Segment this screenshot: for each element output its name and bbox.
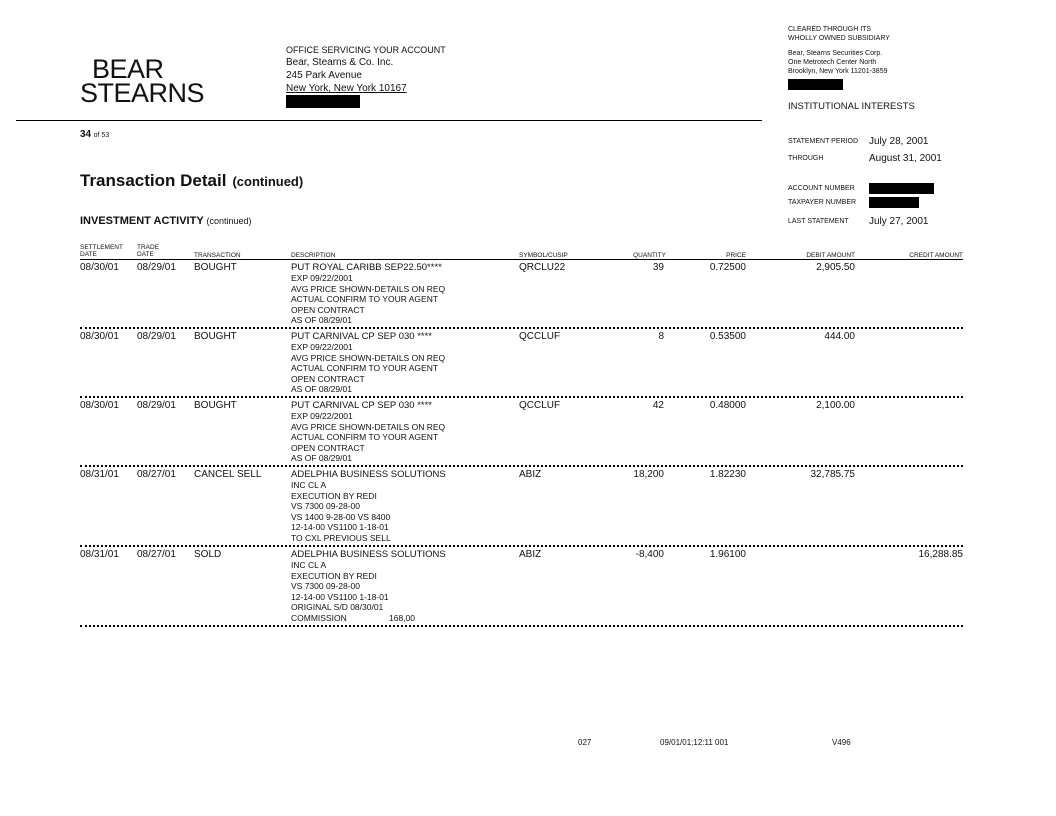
transaction-type: BOUGHT xyxy=(194,331,237,342)
col-description: DESCRIPTION xyxy=(291,252,336,259)
debit-amount: 444.00 xyxy=(824,331,855,342)
desc-line: OPEN CONTRACT xyxy=(291,442,365,453)
desc-line: INC CL A xyxy=(291,560,327,570)
desc-line: TO CXL PREVIOUS SELL xyxy=(291,532,391,543)
price: 1.82230 xyxy=(709,469,746,480)
desc-line: VS 7300 09-28-00 xyxy=(291,581,360,591)
row-separator xyxy=(80,327,963,329)
footer-timestamp: 09/01/01;12:11 001 xyxy=(660,738,729,747)
commission-value: 168,00 xyxy=(389,612,415,623)
desc-line: ADELPHIA BUSINESS SOLUTIONS xyxy=(291,549,446,560)
row-separator xyxy=(80,545,963,547)
transaction-type: BOUGHT xyxy=(194,400,237,411)
col-credit: CREDIT AMOUNT xyxy=(909,252,963,259)
row-separator xyxy=(80,625,963,627)
desc-line: ADELPHIA BUSINESS SOLUTIONS xyxy=(291,469,446,480)
description xyxy=(291,469,446,543)
redacted-block xyxy=(788,79,843,90)
settlement-date: 08/31/01 xyxy=(80,549,119,560)
section-main: INVESTMENT ACTIVITY xyxy=(80,215,204,227)
cleared-street: One Metrotech Center North xyxy=(788,59,877,66)
desc-line: EXECUTION BY REDI xyxy=(291,570,377,581)
trade-date: 08/27/01 xyxy=(137,469,176,480)
price: 0.48000 xyxy=(709,400,746,411)
cleared-line-2: WHOLLY OWNED SUBSIDIARY xyxy=(788,35,890,42)
col-quantity: QUANTITY xyxy=(633,252,666,259)
transaction-type: SOLD xyxy=(194,549,222,560)
price: 1.96100 xyxy=(709,549,746,560)
desc-line: EXP 09/22/2001 xyxy=(291,411,353,421)
desc-line: PUT CARNIVAL CP SEP 030 **** xyxy=(291,400,432,411)
col-settlement-l2: DATE xyxy=(80,251,97,258)
trade-date: 08/27/01 xyxy=(137,549,176,560)
clearing-firm xyxy=(788,25,890,93)
quantity: 18,200 xyxy=(633,469,664,480)
desc-line: ACTUAL CONFIRM TO YOUR AGENT xyxy=(291,363,439,373)
last-statement-label: LAST STATEMENT xyxy=(788,218,849,225)
credit-amount: 16,288.85 xyxy=(918,549,963,560)
period-label: STATEMENT PERIOD xyxy=(788,138,859,145)
office-name: Bear, Stearns & Co. Inc. xyxy=(286,57,394,68)
symbol: QCCLUF xyxy=(519,400,561,411)
description xyxy=(291,331,445,395)
page-title xyxy=(80,171,303,191)
desc-line: OPEN CONTRACT xyxy=(291,304,365,315)
debit-amount: 2,100.00 xyxy=(816,400,855,411)
desc-line: PUT ROYAL CARIBB SEP22.50**** xyxy=(291,262,442,273)
desc-line: ORIGINAL S/D 08/30/01 xyxy=(291,602,384,612)
debit-amount: 32,785.75 xyxy=(810,469,855,480)
symbol: QRCLU22 xyxy=(519,262,566,273)
bear-stearns-logo xyxy=(80,54,205,108)
quantity: 39 xyxy=(652,262,664,273)
commission-label: COMMISSION xyxy=(291,612,347,623)
office-street: 245 Park Avenue xyxy=(286,70,362,81)
row-separator xyxy=(80,465,963,467)
desc-line: 12-14-00 VS1100 1-18-01 xyxy=(291,522,389,532)
trade-date: 08/29/01 xyxy=(137,262,176,273)
logo-line-1: BEAR xyxy=(92,54,164,84)
quantity: -8,400 xyxy=(635,549,664,560)
symbol: ABIZ xyxy=(519,469,542,480)
desc-line: VS 1400 9-28-00 VS 8400 xyxy=(291,511,391,522)
col-trade-l1: TRADE xyxy=(137,244,160,251)
page-current: 34 xyxy=(80,129,92,140)
col-trade-l2: DATE xyxy=(137,251,154,258)
office-city: New York, New York 10167 xyxy=(286,83,407,94)
cleared-city: Brooklyn, New York 11201-3859 xyxy=(788,68,888,75)
transaction-type: CANCEL SELL xyxy=(194,469,262,480)
debit-amount: 2,905.50 xyxy=(816,262,855,273)
transaction-type: BOUGHT xyxy=(194,262,237,273)
quantity: 8 xyxy=(658,331,664,342)
logo-line-2: STEARNS xyxy=(80,78,205,108)
footer-code: 027 xyxy=(578,738,592,747)
description xyxy=(291,400,445,464)
last-statement-value: July 27, 2001 xyxy=(869,216,929,227)
redacted-block xyxy=(286,95,360,108)
through-value: August 31, 2001 xyxy=(869,153,942,164)
description xyxy=(291,262,445,326)
settlement-date: 08/30/01 xyxy=(80,262,119,273)
trade-date: 08/29/01 xyxy=(137,400,176,411)
settlement-date: 08/30/01 xyxy=(80,331,119,342)
cleared-name: Bear, Stearns Securities Corp. xyxy=(788,50,883,57)
office-address xyxy=(286,44,446,111)
header-underline xyxy=(80,259,963,260)
desc-line: AS OF 08/29/01 xyxy=(291,315,352,325)
desc-line: AVG PRICE SHOWN-DETAILS ON REQ xyxy=(291,421,446,432)
footer-version: V496 xyxy=(832,738,851,747)
desc-line: INC CL A xyxy=(291,480,327,490)
description xyxy=(291,549,446,623)
symbol: ABIZ xyxy=(519,549,542,560)
desc-line: AVG PRICE SHOWN-DETAILS ON REQ xyxy=(291,352,446,363)
account-type: INSTITUTIONAL INTERESTS xyxy=(788,101,915,112)
title-main: Transaction Detail xyxy=(80,171,227,190)
desc-line: EXP 09/22/2001 xyxy=(291,273,353,283)
title-cont: (continued) xyxy=(232,174,304,189)
desc-line xyxy=(291,613,446,624)
desc-line: EXP 09/22/2001 xyxy=(291,342,353,352)
col-settlement-l1: SETTLEMENT xyxy=(80,244,123,251)
desc-line: OPEN CONTRACT xyxy=(291,373,365,384)
cleared-line-1: CLEARED THROUGH ITS xyxy=(788,26,872,33)
col-debit: DEBIT AMOUNT xyxy=(806,252,855,259)
office-label: OFFICE SERVICING YOUR ACCOUNT xyxy=(286,45,446,55)
row-separator xyxy=(80,396,963,398)
section-title xyxy=(80,215,252,227)
page-number xyxy=(80,129,109,140)
section-cont: (continued) xyxy=(206,216,252,226)
taxpayer-label: TAXPAYER NUMBER xyxy=(788,199,857,206)
header-rule xyxy=(16,120,762,121)
desc-line: ACTUAL CONFIRM TO YOUR AGENT xyxy=(291,294,439,304)
desc-line: EXECUTION BY REDI xyxy=(291,490,377,501)
account-label: ACCOUNT NUMBER xyxy=(788,185,855,192)
col-trade xyxy=(137,244,159,258)
redacted-block xyxy=(869,183,934,194)
desc-line: PUT CARNIVAL CP SEP 030 **** xyxy=(291,331,432,342)
settlement-date: 08/30/01 xyxy=(80,400,119,411)
col-transaction: TRANSACTION xyxy=(194,252,241,259)
price: 0.53500 xyxy=(709,331,746,342)
redacted-block xyxy=(869,197,919,208)
price: 0.72500 xyxy=(709,262,746,273)
col-settlement xyxy=(80,244,123,258)
desc-line: 12-14-00 VS1100 1-18-01 xyxy=(291,591,389,602)
through-label: THROUGH xyxy=(788,155,824,162)
period-value: July 28, 2001 xyxy=(869,136,929,147)
settlement-date: 08/31/01 xyxy=(80,469,119,480)
desc-line: AS OF 08/29/01 xyxy=(291,453,352,463)
symbol: QCCLUF xyxy=(519,331,561,342)
col-price: PRICE xyxy=(726,252,746,259)
desc-line: VS 7300 09-28-00 xyxy=(291,501,360,511)
page-total: of 53 xyxy=(93,132,110,139)
trade-date: 08/29/01 xyxy=(137,331,176,342)
desc-line: AVG PRICE SHOWN-DETAILS ON REQ xyxy=(291,283,446,294)
desc-line: ACTUAL CONFIRM TO YOUR AGENT xyxy=(291,432,439,442)
desc-line: AS OF 08/29/01 xyxy=(291,384,352,394)
quantity: 42 xyxy=(652,400,664,411)
col-symbol: SYMBOL/CUSIP xyxy=(519,252,568,259)
